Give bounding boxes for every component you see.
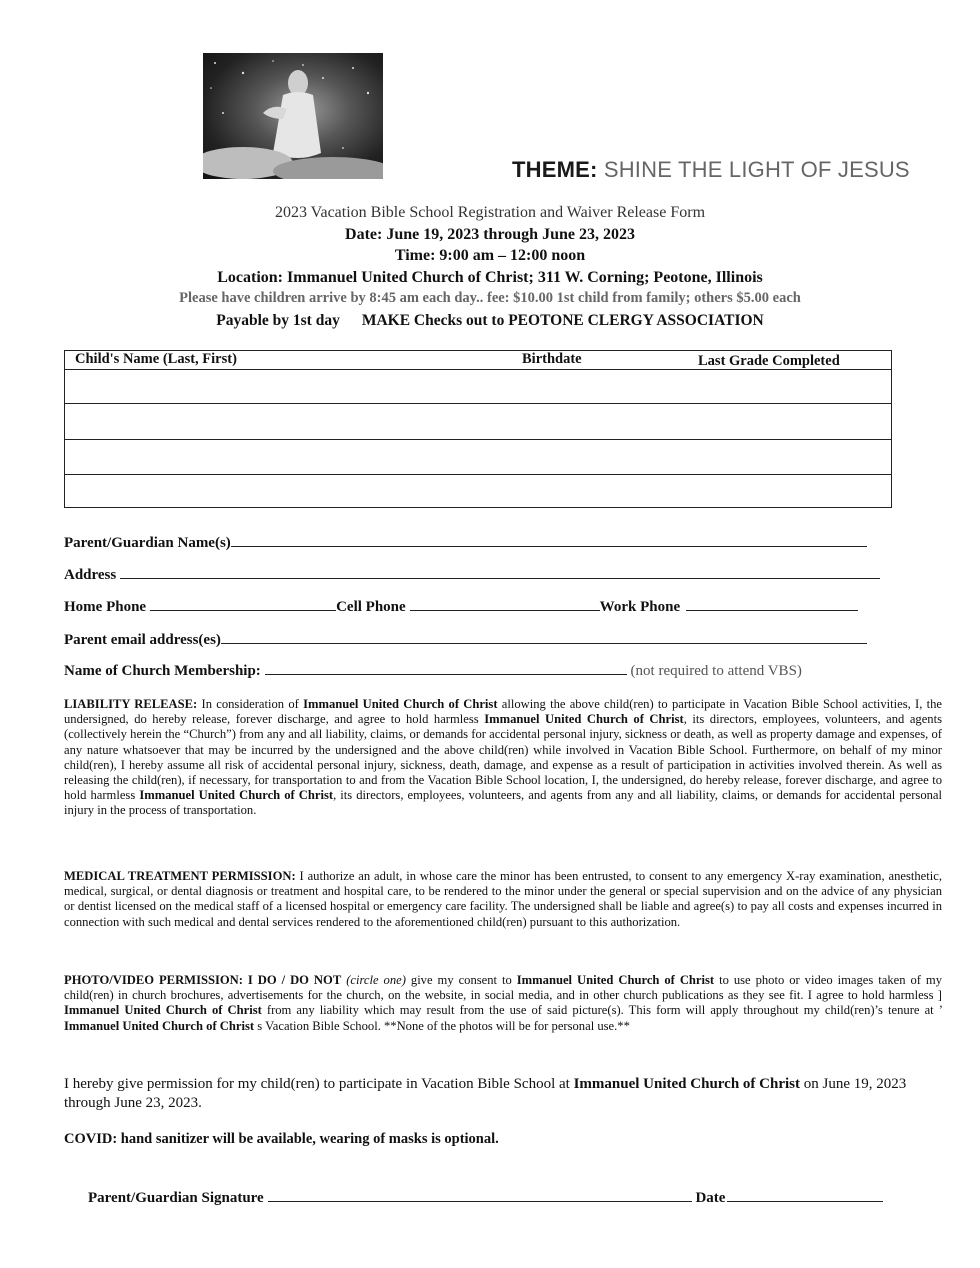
checks-note: MAKE Checks out to PEOTONE CLERGY ASSOCIATION [361, 312, 764, 329]
address-input[interactable] [120, 564, 880, 579]
child-row-3[interactable] [66, 441, 890, 473]
photo-text: to use photo or video images taken of my child(ren) in church brochures, advertisements for the church, on the website, in social media, and in other church publications as they see fit. I agree to hold harmless ] [64, 973, 942, 1003]
covid-note: COVID: hand sanitizer will be available, wearing of masks is optional. [64, 1131, 499, 1147]
child-row-2[interactable] [66, 405, 890, 438]
photo-heading: PHOTO/VIDEO PERMISSION: I DO / DO NOT [64, 973, 342, 987]
church-label: Name of Church Membership: [64, 663, 261, 679]
liability-text: , its directors, employees, volunteers, and agents (collectively herein the “Church”) from any and all liability, claims, or demands for accidental personal injury, sickness or death, as well as property damage and expenses, of any nature whatsoever that may be incurred by the undersigned and the above child(ren) while involved in Vacation Bible School. Furthermore, on behalf of my minor child(ren), I hereby assume all risk of accidental personal injury, sickness, death, damage, and expense as a result of participation in activities involved therein. As well as releasing the child(ren), if necessary, for transportation to and from the Vacation Bible School location, I, the undersigned, do hereby release, forever discharge, and agree to hold harmless [64, 712, 942, 803]
photo-text: from any liability which may result from the use of said picture(s). This form will apply throughout my child(ren)’s tenure at ’ [266, 1003, 942, 1018]
arrival-fee-note: Please have children arrive by 8:45 am each day.. fee: $10.00 1st child from family; others $5.00 each [179, 290, 801, 306]
event-dates: Date: June 19, 2023 through June 23, 2023 [345, 226, 635, 243]
permission-text: on June 19, 2023 through June 23, 2023. [64, 1076, 907, 1111]
theme-label: THEME: [512, 157, 598, 182]
cell-phone-label: Cell Phone [336, 599, 406, 615]
church-name: Immanuel United Church of Christ [303, 697, 498, 711]
phone-fields [64, 596, 858, 616]
church-input[interactable] [265, 660, 627, 675]
event-time: Time: 9:00 am – 12:00 noon [394, 247, 586, 264]
signature-row [88, 1187, 883, 1207]
email-field [64, 629, 867, 649]
column-last-grade: Last Grade Completed [698, 353, 840, 369]
date-input[interactable] [727, 1187, 883, 1202]
parent-name-field [64, 532, 867, 552]
photo-text: s Vacation Bible School. **None of the photos will be for personal use.** [257, 1018, 630, 1033]
circle-one-note: (circle one) [346, 973, 406, 987]
table-row-divider [65, 403, 891, 404]
table-row-divider [65, 439, 891, 440]
church-name: Immanuel United Church of Christ [64, 1003, 262, 1018]
home-phone-input[interactable] [150, 596, 336, 611]
medical-text: I authorize an adult, in whose care the minor has been entrusted, to consent to any emergency X-ray examination, anesthetic, medical, surgical, or dental diagnosis or treatment and hospital care, to be rendered to the minor under the general or special supervision and on the advice of any physician or dentist licensed on the medical staff of a licensed hospital or emergency care facility. The undersigned shall be liable and agree(s) to pay all costs and expenses incurred in connection with such medical and dental services rendered to the aforementioned child(ren) pursuant to this authorization. [64, 869, 942, 929]
date-label: Date [695, 1190, 726, 1206]
home-phone-label: Home Phone [64, 599, 147, 615]
form-title: 2023 Vacation Bible School Registration and Waiver Release Form [274, 204, 706, 221]
church-field [64, 660, 802, 680]
table-row-divider [65, 369, 891, 370]
church-name: Immanuel United Church of Christ [139, 788, 334, 803]
church-name: Immanuel United Church of Christ [516, 973, 715, 987]
email-input[interactable] [221, 629, 867, 644]
photo-permission [64, 973, 942, 1034]
participation-permission [64, 1075, 944, 1113]
signature-input[interactable] [268, 1187, 692, 1202]
address-label: Address [64, 567, 117, 583]
work-phone-label: Work Phone [599, 599, 681, 615]
parent-name-label: Parent/Guardian Name(s) [64, 535, 231, 551]
signature-label: Parent/Guardian Signature [88, 1190, 264, 1206]
jesus-praying-image [203, 53, 383, 179]
liability-text: allowing the above child(ren) to participate in Vacation Bible School activities, I, the undersigned, do hereby release, forever discharge, and agree to hold harmless [64, 697, 943, 727]
payment-line [0, 312, 980, 330]
parent-name-input[interactable] [231, 532, 867, 547]
liability-release [64, 697, 942, 819]
medical-permission [64, 869, 942, 930]
cell-phone-input[interactable] [410, 596, 600, 611]
table-row-divider [65, 474, 891, 475]
address-field [64, 564, 880, 584]
church-name: Immanuel United Church of Christ [64, 1018, 255, 1033]
column-birthdate: Birthdate [522, 351, 582, 367]
church-name: Immanuel United Church of Christ [484, 712, 684, 727]
child-row-4[interactable] [66, 476, 890, 506]
child-row-1[interactable] [66, 371, 890, 402]
theme-heading [512, 157, 910, 183]
medical-heading: MEDICAL TREATMENT PERMISSION: [64, 869, 296, 883]
email-label: Parent email address(es) [64, 632, 221, 648]
work-phone-input[interactable] [686, 596, 858, 611]
liability-text: , its directors, employees, volunteers, and agents from any and all liability, claims, or demands for accidental personal injury in the process of transportation. [64, 788, 943, 818]
theme-text: SHINE THE LIGHT OF JESUS [603, 157, 910, 182]
liability-text: In consideration of [201, 697, 299, 711]
event-location: Location: Immanuel United Church of Christ; 311 W. Corning; Peotone, Illinois [217, 269, 763, 286]
church-note: (not required to attend VBS) [630, 663, 802, 679]
table-header [65, 351, 891, 370]
church-name: Immanuel United Church of Christ [573, 1076, 800, 1092]
children-table [64, 350, 892, 508]
photo-text: give my consent to [410, 973, 512, 987]
permission-text: I hereby give permission for my child(ren) to participate in Vacation Bible School at [64, 1076, 570, 1092]
column-child-name: Child's Name (Last, First) [75, 351, 237, 367]
payable-note: Payable by 1st day [216, 312, 340, 329]
liability-heading: LIABILITY RELEASE: [64, 697, 198, 711]
